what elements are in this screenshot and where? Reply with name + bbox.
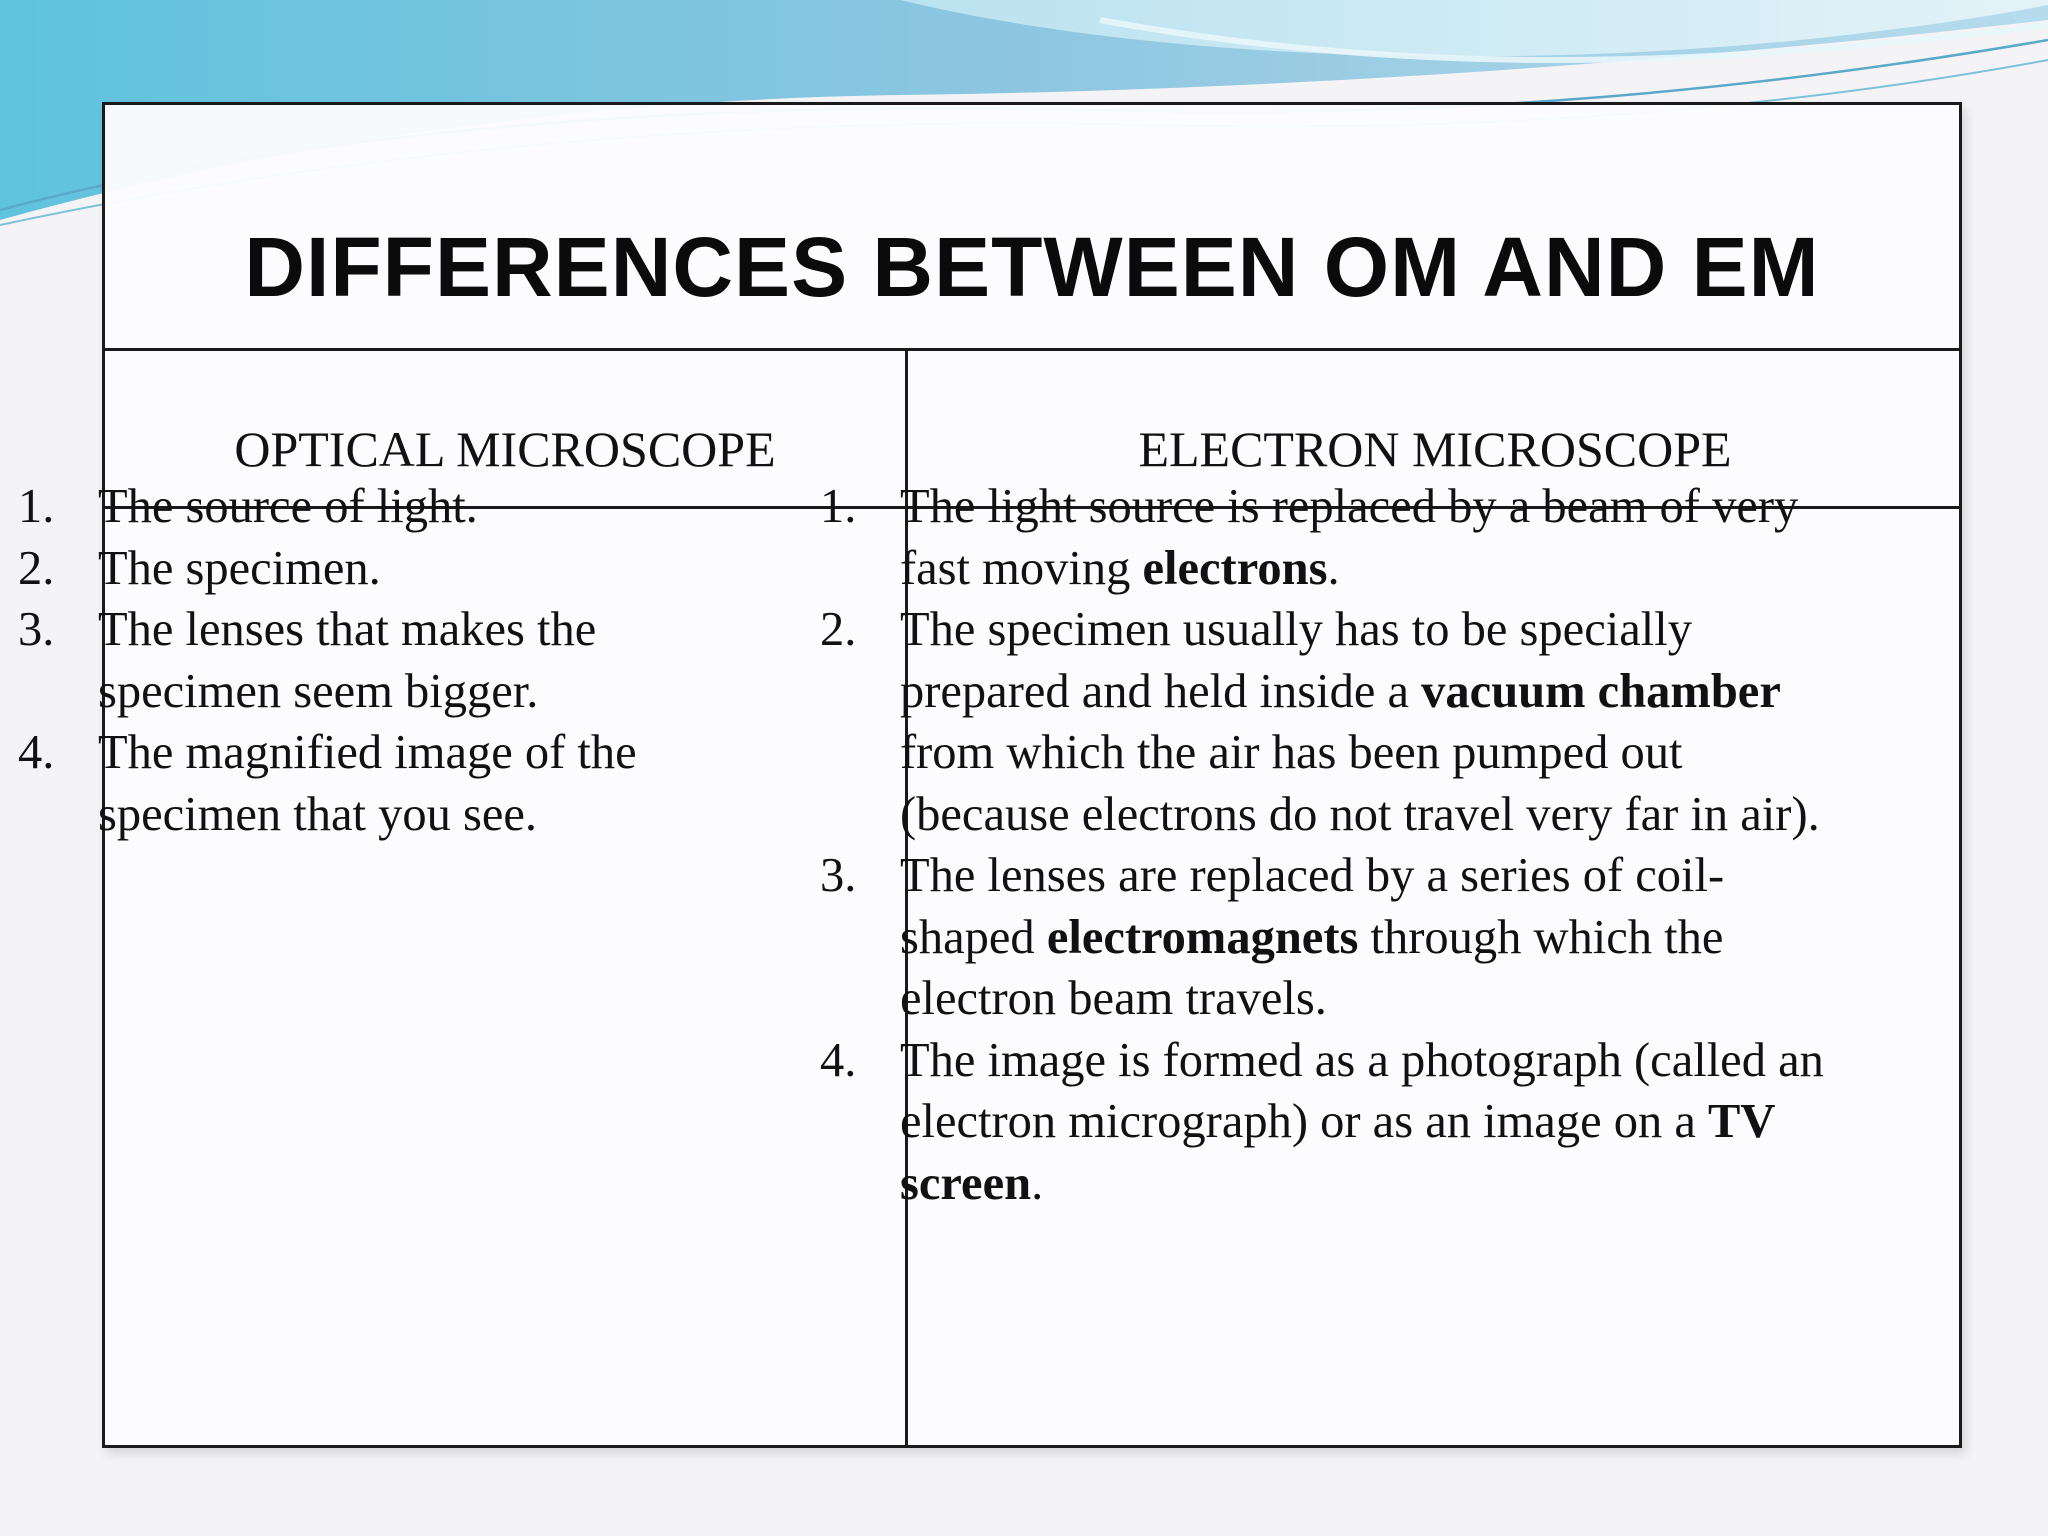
item-number: 3.: [820, 849, 857, 902]
item-text: The lenses that makes the specimen seem bigger.: [98, 603, 597, 718]
item-bold-term: electrons: [1142, 541, 1328, 595]
title-row: [105, 105, 1959, 351]
slide-title: DIFFERENCES BETWEEN OM AND EM: [244, 220, 1820, 314]
item-number: 4.: [820, 1033, 857, 1087]
optical-microscope-header: OPTICAL MICROSCOPE: [234, 421, 776, 477]
item-number: 4.: [18, 726, 55, 779]
item-number: 2.: [18, 541, 55, 595]
list-item: [18, 476, 788, 538]
item-text: The lenses are replaced by a series of coil-shaped: [900, 849, 1725, 964]
electron-microscope-list: [820, 476, 1850, 1214]
item-number: 3.: [18, 603, 55, 656]
item-text: The image is formed as a photograph (called an electron micrograph) or as an image on a: [900, 1033, 1824, 1148]
optical-microscope-list: [18, 476, 788, 845]
item-text: The specimen usually has to be specially prepared and held inside a: [900, 603, 1692, 718]
electron-microscope-header: ELECTRON MICROSCOPE: [1138, 421, 1732, 477]
item-text: The light source is replaced by a beam of very fast moving: [900, 480, 1799, 595]
item-number: 1.: [18, 480, 55, 533]
item-bold-term: TV screen: [900, 1095, 1775, 1210]
item-number: 2.: [820, 603, 857, 656]
item-text: from which the air has been pumped out (because electrons do not travel very far in air).: [900, 726, 1820, 841]
list-item: [18, 538, 788, 600]
list-item: [18, 599, 788, 722]
item-text: The source of light.: [98, 480, 478, 533]
item-bold-term: electromagnets: [1046, 910, 1359, 964]
item-text: .: [1031, 1156, 1044, 1210]
list-item: [820, 845, 1850, 1030]
list-item: [820, 599, 1850, 845]
list-item: [820, 1030, 1850, 1215]
list-item: [820, 476, 1850, 599]
item-text: The specimen.: [98, 541, 381, 595]
item-bold-term: vacuum chamber: [1421, 664, 1781, 718]
item-text: .: [1327, 541, 1340, 595]
list-item: [18, 722, 788, 845]
item-text: through which the electron beam travels.: [900, 910, 1724, 1025]
item-number: 1.: [820, 480, 857, 533]
item-text: The magnified image of the specimen that you see.: [98, 726, 637, 841]
